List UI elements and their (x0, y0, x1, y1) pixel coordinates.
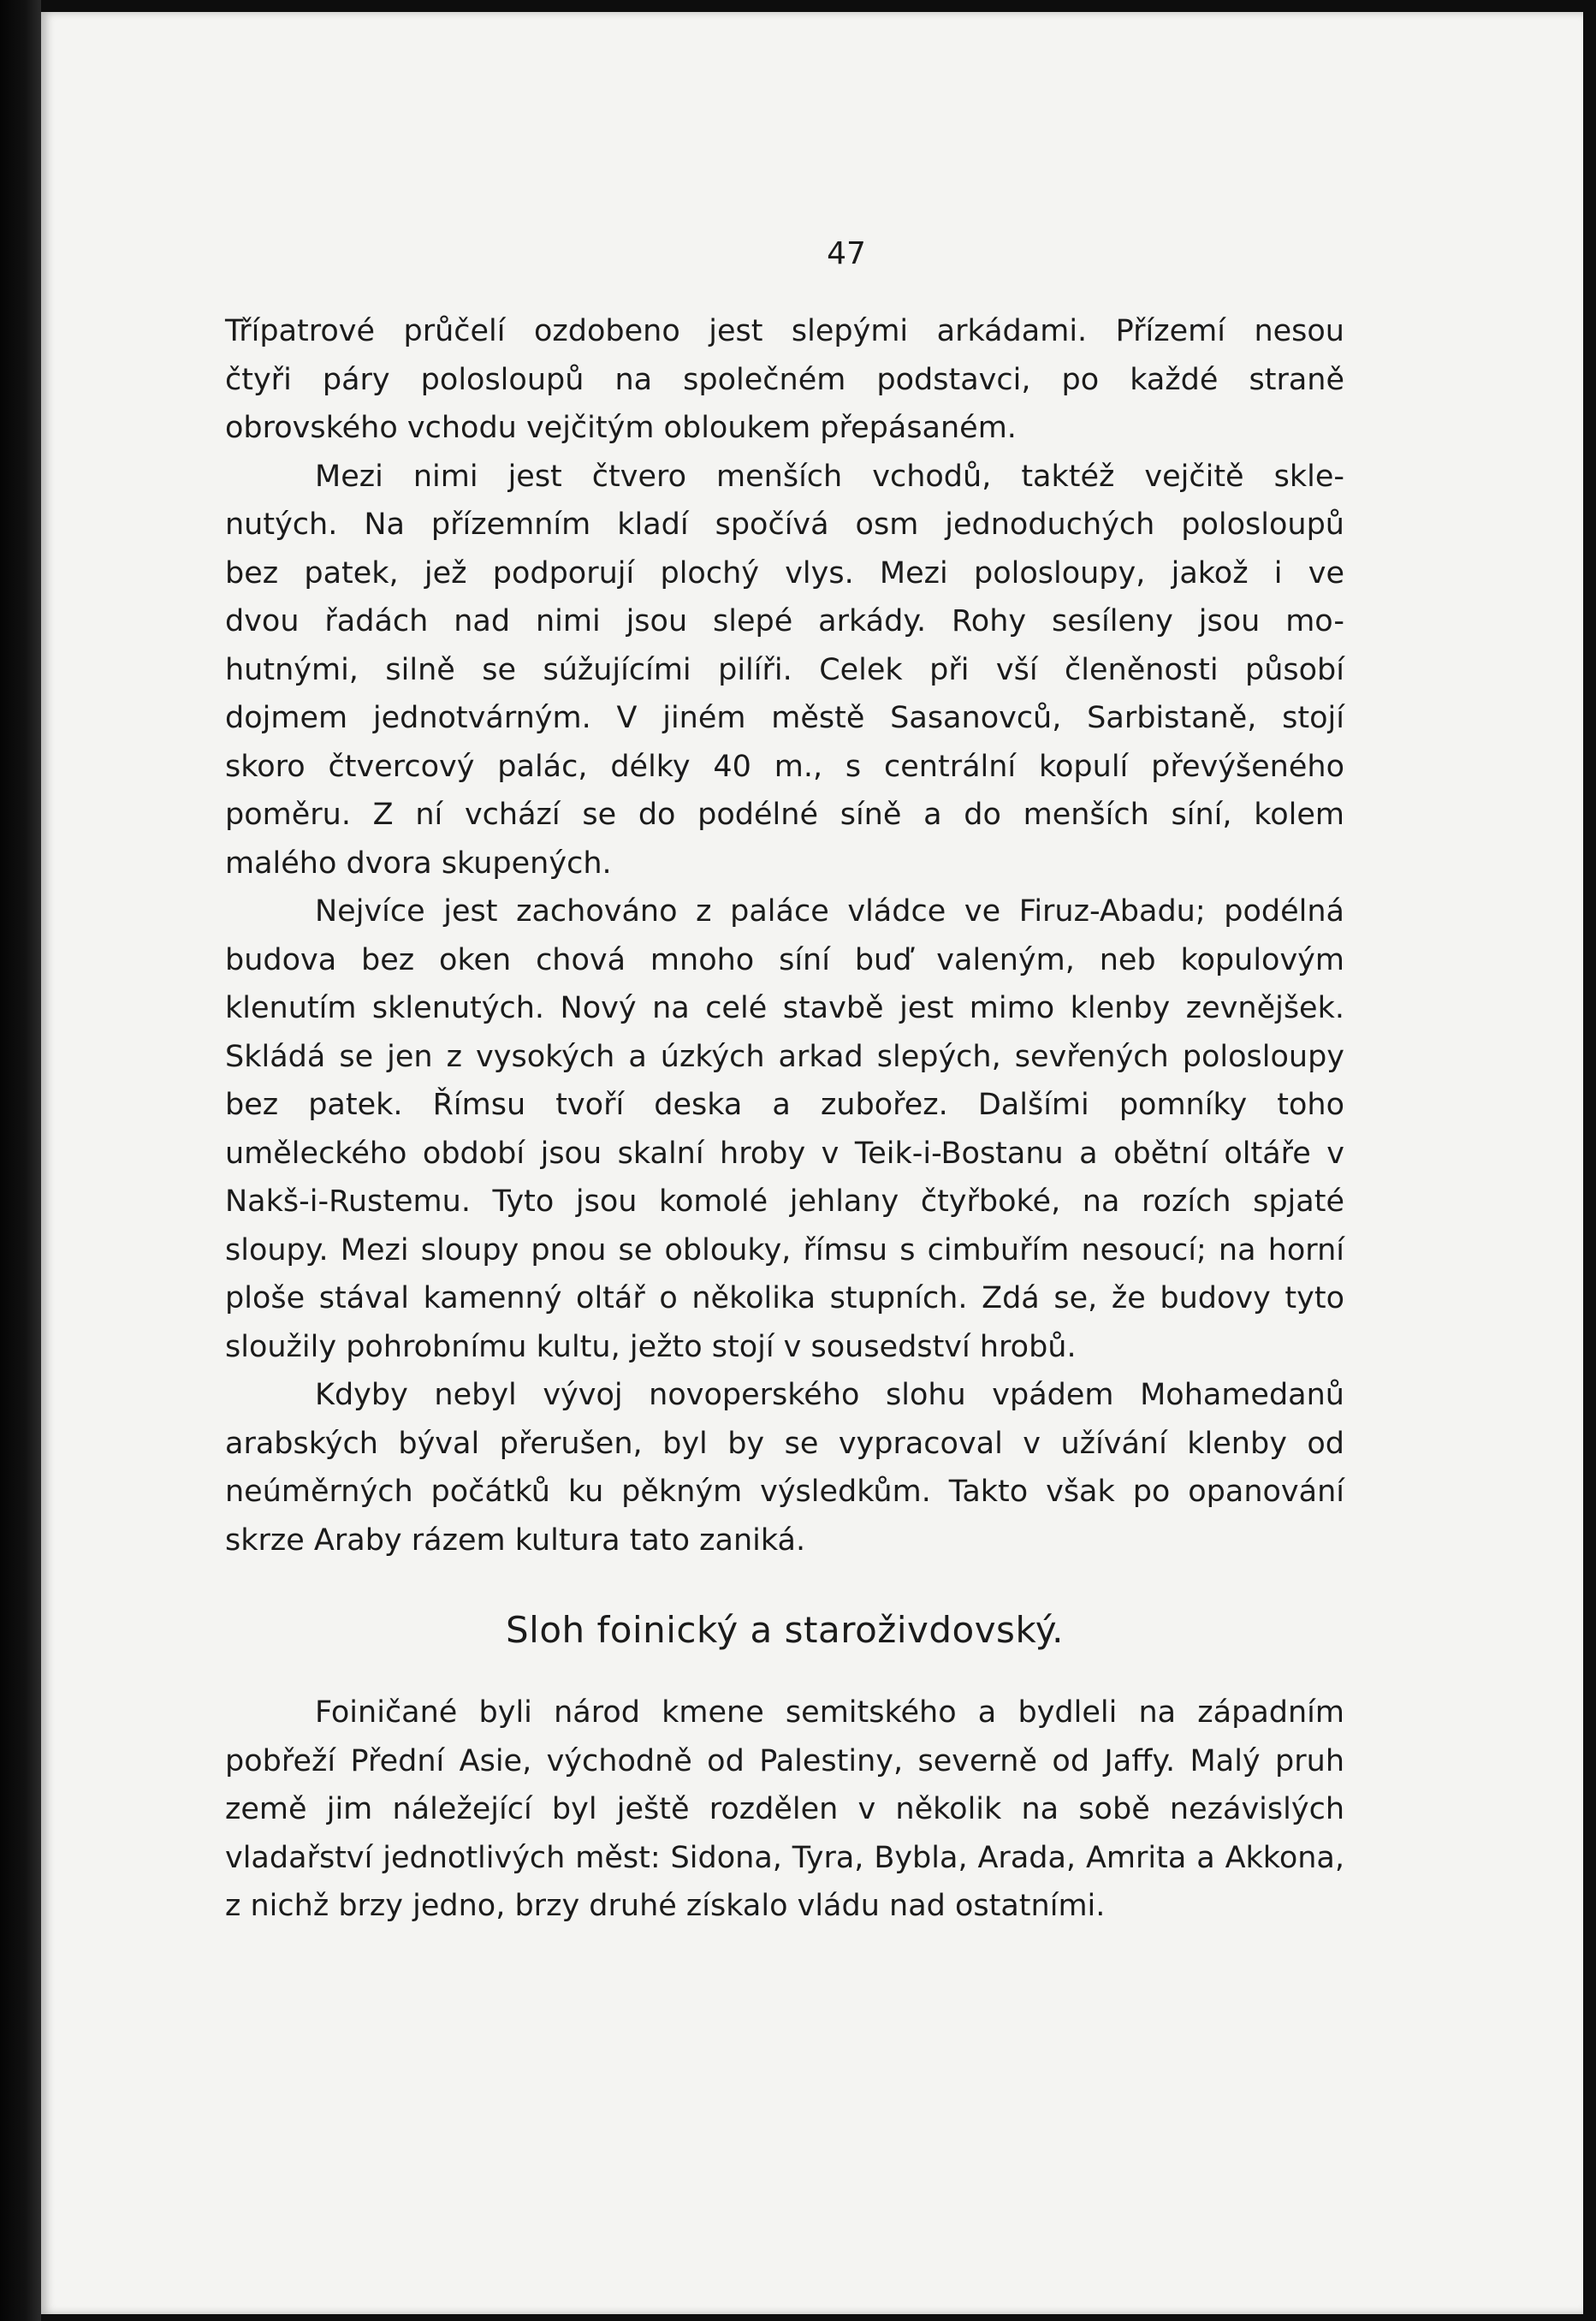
paragraph-4: Foiničané byli národ kmene semitského a bydleli na západním pobřeží Přední Asie, východně od Palestiny, severně od Jaffy. Malý pruh země jim náležející byl ještě rozdělen v několik na sobě nezávislých vladařství jednotlivých měst: Sidona, Tyra, Bybla, Arada, Amrita a Akkona, z nichž brzy jedno, brzy druhé získalo vládu nad ostatními. (225, 1695, 1344, 1923)
page-number: 47 (827, 236, 866, 271)
book-binding-edge (0, 0, 41, 2321)
page-text (225, 307, 1344, 1931)
text-line: bez patek, jež podporují plochý vlys. Mezi polosloupy, jakož i ve (225, 555, 1344, 591)
section-heading: Sloh foinický a staroživdovský. (506, 1609, 1064, 1651)
paragraph-1 (225, 307, 1344, 887)
text-line: skoro čtvercový palác, délky 40 m., s centrální kopulí převýšeného (225, 749, 1344, 784)
text-line: obrovského vchodu vejčitým obloukem přepásaném. (225, 411, 1017, 445)
text-line: poměru. Z ní vchází se do podélné síně a do menších síní, kolem (225, 798, 1344, 832)
paragraph-3: Kdyby nebyl vývoj novoperského slohu vpádem Mohamedanů arabských býval přerušen, byl by se vypracoval v užívání klenby od neúměrných počátků ku pěkným výsledkům. Takto však po opanování skrze Araby rázem kultura tato zaniká. (225, 1378, 1344, 1558)
text-line: Třípatrové průčelí ozdobeno jest slepými arkádami. Přízemí nesou (225, 314, 1344, 348)
text-line: čtyři páry polosloupů na společném podstavci, po každé straně (225, 362, 1344, 397)
text-line: malého dvora skupených. (225, 846, 612, 881)
paragraph-2: Nejvíce jest zachováno z paláce vládce ve Firuz-Abadu; podélná budova bez oken chová mnoho síní buď valeným, neb kopulovým klenutím sklenutých. Nový na celé stavbě jest mimo klenby zevnějšek. Skládá se jen z vysokých a úzkých arkad slepých, sevřených polosloupy bez patek. Římsu tvoří deska a zubořez. Dalšími pomníky toho uměleckého období jsou skalní hroby v Teik-i-Bostanu a obětní oltáře v Nakš-i-Rustemu. Tyto jsou komolé jehlany čtyřboké, na rozích spjaté sloupy. Mezi sloupy pnou se oblouky, římsu s cimbuřím nesoucí; na horní ploše stával kamenný oltář o několika stupních. Zdá se, že budovy tyto sloužily pohrobnímu kultu, ježto stojí v sousedství hrobů. (225, 894, 1344, 1364)
text-line: dojmem jednotvárným. V jiném městě Sasanovců, Sarbistaně, stojí (225, 701, 1344, 735)
text-line: hutnými, silně se súžujícími pilíři. Celek při vší členěnosti působí (225, 652, 1344, 687)
text-line: Mezi nimi jest čtvero menších vchodů, taktéž vejčitě skle- (315, 459, 1344, 494)
text-line: dvou řadách nad nimi jsou slepé arkády. Rohy sesíleny jsou mo- (225, 604, 1344, 638)
text-line: nutých. Na přízemním kladí spočívá osm jednoduchých polosloupů (225, 508, 1344, 542)
book-page (41, 12, 1583, 2314)
